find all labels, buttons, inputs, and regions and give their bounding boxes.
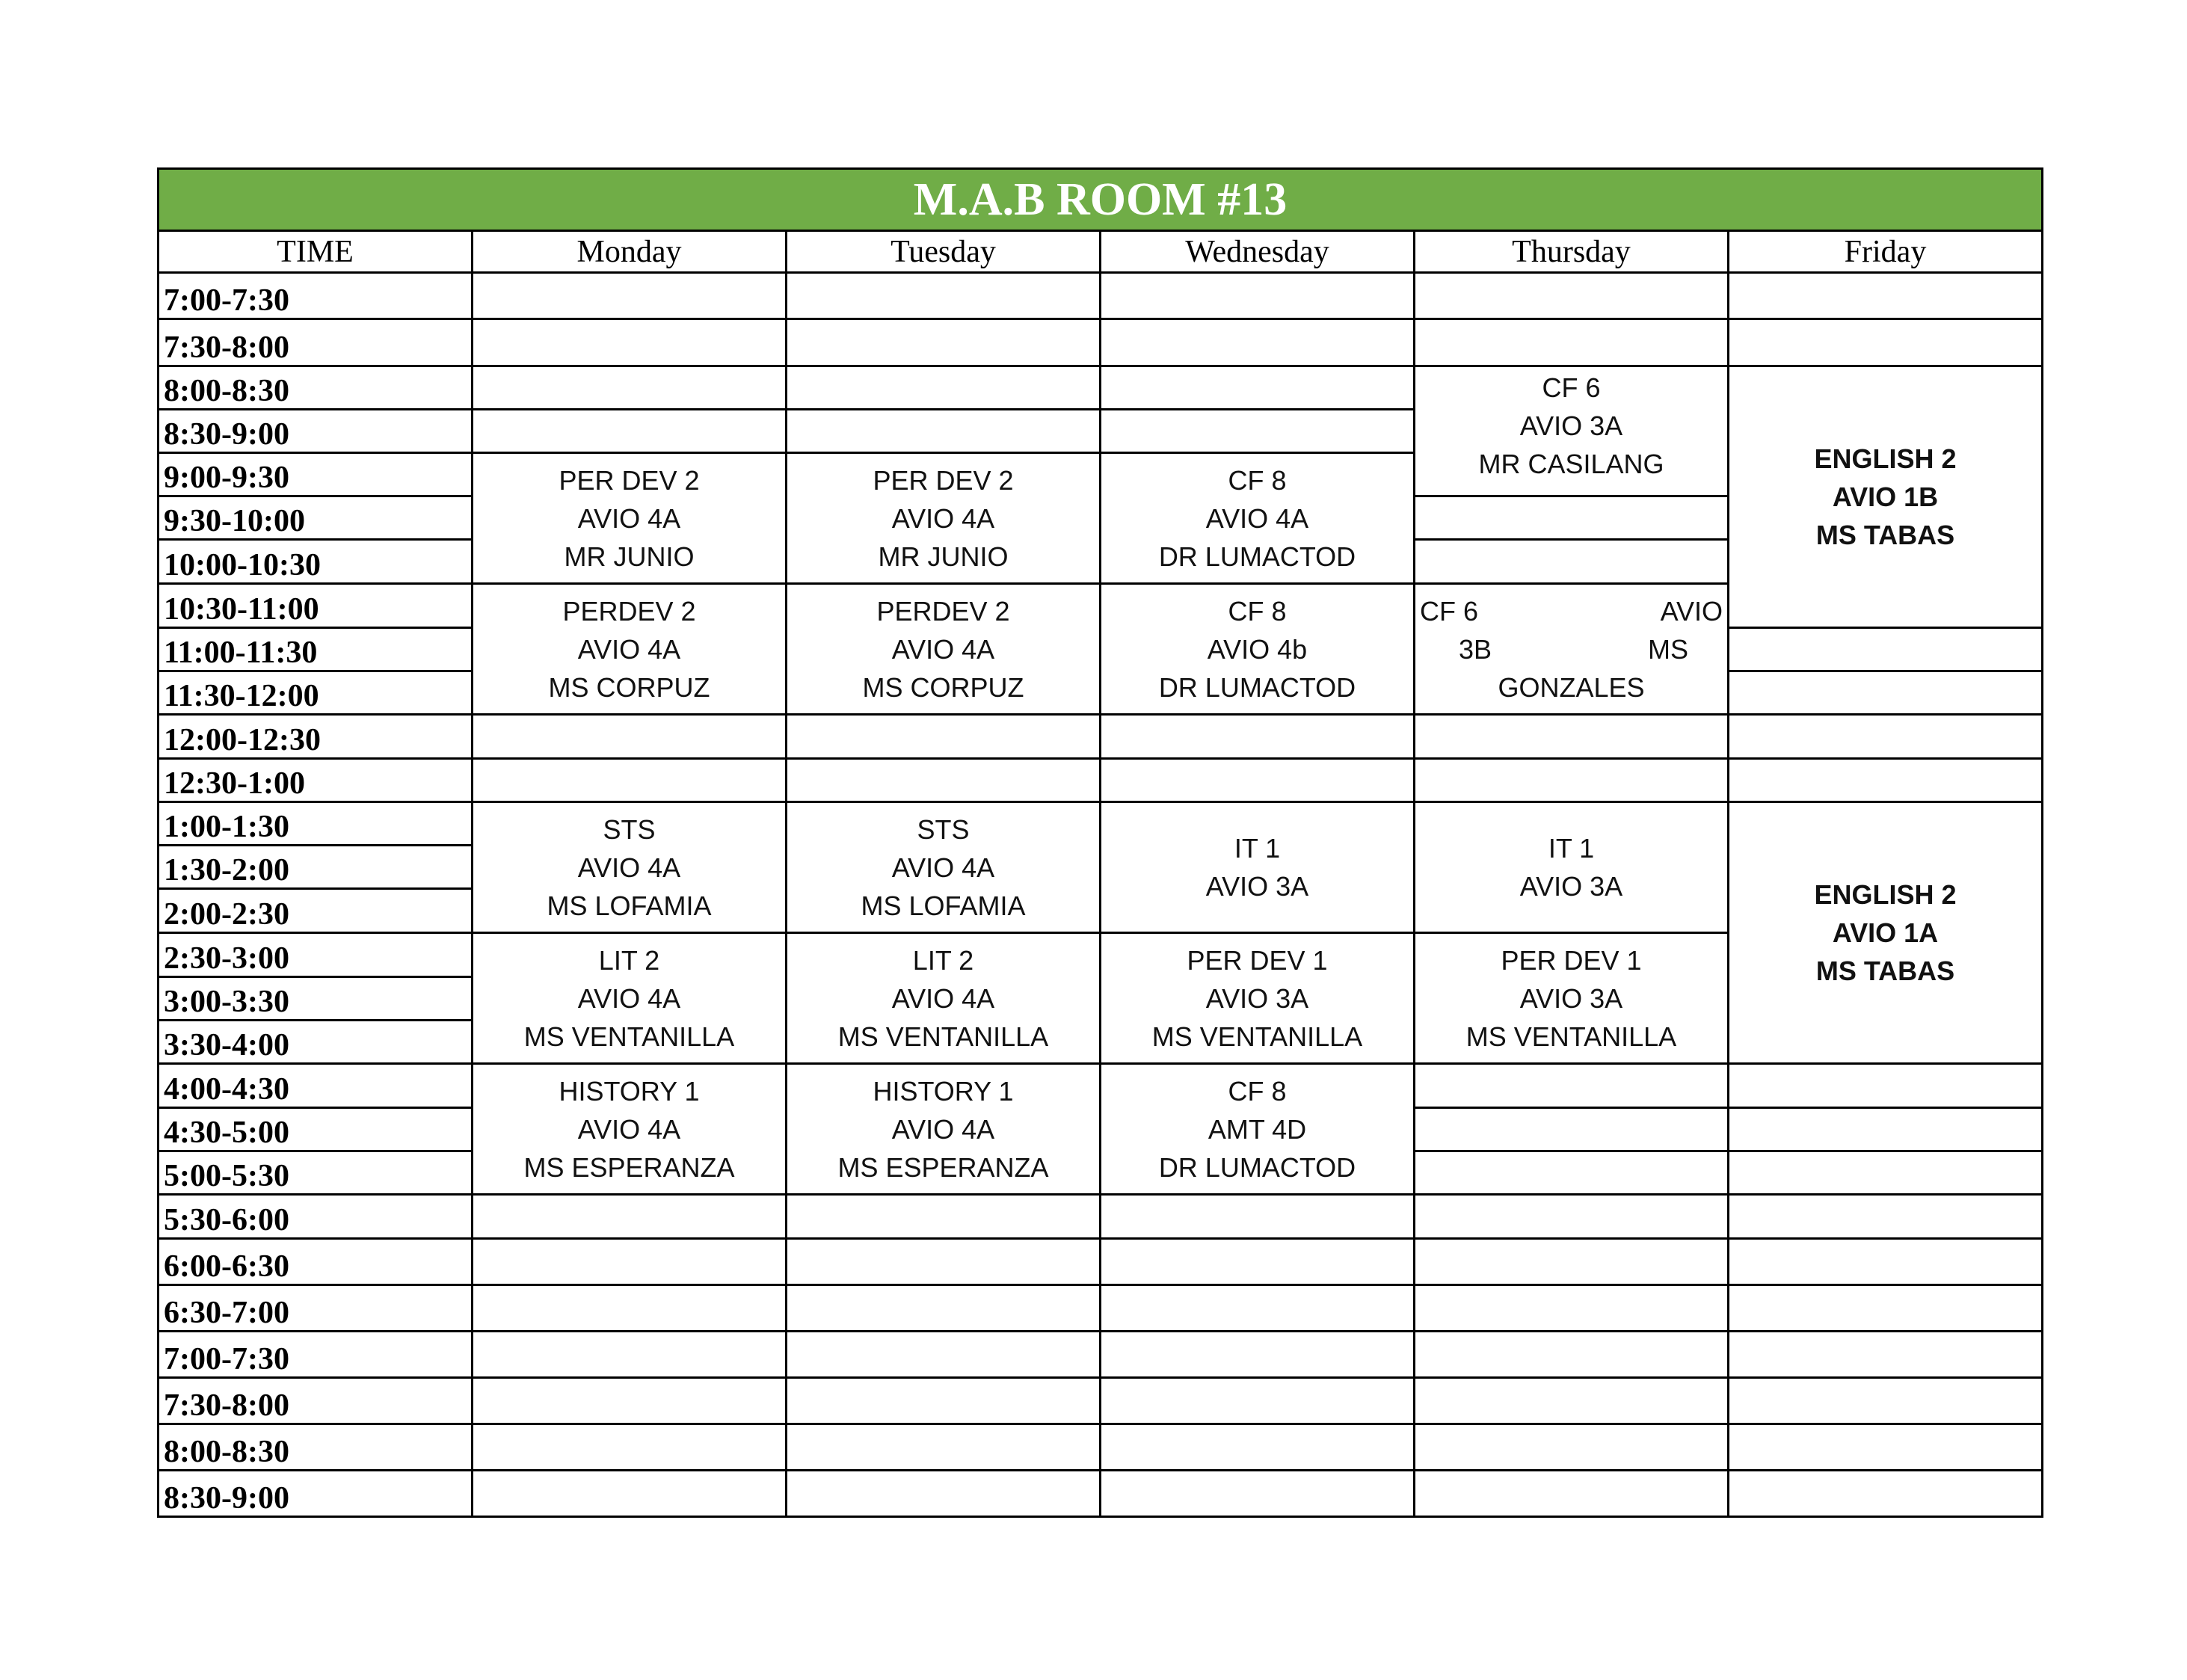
empty-slot	[473, 1424, 787, 1471]
class-text: CF 6	[1420, 595, 1479, 627]
class-instructor: MR JUNIO	[878, 541, 1009, 572]
empty-slot	[473, 1471, 787, 1517]
class-subject: CF 8	[1228, 464, 1287, 496]
class-instructor: MS VENTANILLA	[523, 1021, 735, 1052]
class-block-wednesday	[1101, 802, 1415, 933]
time-slot-label: 9:30-10:00	[159, 496, 473, 540]
class-block-tuesday	[787, 453, 1101, 584]
table-row	[159, 366, 2043, 410]
class-section: AVIO 3A	[1519, 871, 1623, 902]
time-slot-label: 6:30-7:00	[159, 1285, 473, 1332]
empty-slot	[1729, 1195, 2043, 1239]
time-slot-label: 6:00-6:30	[159, 1239, 473, 1285]
class-subject: PER DEV 2	[559, 464, 700, 496]
time-slot-label: 3:00-3:30	[159, 977, 473, 1021]
empty-slot	[473, 1332, 787, 1378]
class-subject: STS	[917, 813, 970, 845]
table-row	[159, 759, 2043, 802]
class-block-thursday	[1415, 933, 1729, 1064]
empty-slot	[1415, 1108, 1729, 1151]
table-row	[159, 1064, 2043, 1108]
class-block-thursday	[1415, 802, 1729, 933]
class-subject: PER DEV 1	[1187, 944, 1328, 976]
class-instructor: MS VENTANILLA	[1465, 1021, 1677, 1052]
class-subject: PER DEV 2	[873, 464, 1014, 496]
time-slot-label: 5:00-5:30	[159, 1151, 473, 1195]
empty-slot	[787, 1239, 1101, 1285]
class-block-friday	[1729, 366, 2043, 628]
time-slot-label: 8:30-9:00	[159, 410, 473, 453]
time-slot-label: 3:30-4:00	[159, 1021, 473, 1064]
empty-slot	[1101, 410, 1415, 453]
class-subject: HISTORY 1	[559, 1075, 700, 1107]
class-section: AVIO 4A	[577, 502, 681, 534]
empty-slot	[1415, 1378, 1729, 1424]
class-section: AVIO 4b	[1207, 633, 1308, 665]
class-section: AVIO 3A	[1205, 982, 1309, 1014]
empty-slot	[1415, 1064, 1729, 1108]
empty-slot	[1415, 1332, 1729, 1378]
class-subject: LIT 2	[598, 944, 660, 976]
class-subject: CF 6	[1542, 372, 1601, 403]
class-section: AVIO 1A	[1832, 917, 1939, 948]
empty-slot	[473, 1239, 787, 1285]
class-subject: PER DEV 1	[1501, 944, 1642, 976]
empty-slot	[1729, 1378, 2043, 1424]
class-text: MS	[1648, 633, 1688, 665]
class-section: AVIO 4A	[577, 852, 681, 883]
class-instructor: DR LUMACTOD	[1158, 1151, 1356, 1183]
time-slot-label: 7:00-7:30	[159, 1332, 473, 1378]
empty-slot	[1101, 1195, 1415, 1239]
class-block-tuesday	[787, 933, 1101, 1064]
time-slot-label: 1:00-1:30	[159, 802, 473, 846]
class-subject: PERDEV 2	[876, 595, 1010, 627]
class-instructor: MR CASILANG	[1478, 449, 1664, 479]
class-section: AVIO 4A	[891, 1113, 995, 1145]
time-slot-label: 8:00-8:30	[159, 366, 473, 410]
empty-slot	[1415, 496, 1729, 540]
empty-slot	[787, 410, 1101, 453]
empty-slot	[473, 366, 787, 410]
class-block-tuesday	[787, 802, 1101, 933]
class-block-tuesday	[787, 584, 1101, 715]
empty-slot	[787, 366, 1101, 410]
empty-slot	[1415, 273, 1729, 319]
class-instructor: MS LOFAMIA	[547, 890, 712, 921]
page-title: M.A.B ROOM #13	[159, 169, 2043, 231]
class-section: AVIO 4A	[577, 633, 681, 665]
table-row	[159, 802, 2043, 846]
empty-slot	[473, 1285, 787, 1332]
class-subject: IT 1	[1234, 833, 1281, 864]
class-section: AVIO 4A	[1205, 502, 1309, 534]
empty-slot	[1729, 1064, 2043, 1108]
empty-slot	[1101, 1471, 1415, 1517]
class-block-wednesday	[1101, 1064, 1415, 1195]
class-instructor: MS VENTANILLA	[1151, 1021, 1363, 1052]
class-subject: LIT 2	[912, 944, 974, 976]
time-slot-label: 8:30-9:00	[159, 1471, 473, 1517]
empty-slot	[1415, 715, 1729, 759]
class-subject: STS	[603, 813, 656, 845]
empty-slot	[1729, 628, 2043, 671]
class-block-friday	[1729, 802, 2043, 1064]
class-instructor: MS ESPERANZA	[837, 1151, 1049, 1183]
class-block-monday	[473, 584, 787, 715]
class-section: AVIO 4A	[891, 852, 995, 883]
class-instructor: MS CORPUZ	[862, 671, 1024, 703]
class-section: AVIO 4A	[891, 982, 995, 1014]
table-row	[159, 1424, 2043, 1471]
empty-slot	[1729, 1108, 2043, 1151]
empty-slot	[473, 715, 787, 759]
empty-slot	[1415, 1471, 1729, 1517]
empty-slot	[787, 759, 1101, 802]
class-text: GONZALES	[1498, 671, 1645, 703]
class-instructor: MS ESPERANZA	[523, 1151, 735, 1183]
time-slot-label: 1:30-2:00	[159, 846, 473, 889]
time-slot-label: 4:00-4:30	[159, 1064, 473, 1108]
time-slot-label: 8:00-8:30	[159, 1424, 473, 1471]
table-row	[159, 715, 2043, 759]
time-slot-label: 12:30-1:00	[159, 759, 473, 802]
header-monday: Monday	[473, 231, 787, 273]
empty-slot	[787, 1471, 1101, 1517]
table-row	[159, 273, 2043, 319]
empty-slot	[787, 1332, 1101, 1378]
empty-slot	[473, 410, 787, 453]
empty-slot	[1729, 1424, 2043, 1471]
empty-slot	[1415, 1151, 1729, 1195]
time-slot-label: 7:30-8:00	[159, 319, 473, 366]
empty-slot	[1101, 319, 1415, 366]
empty-slot	[1729, 1332, 2043, 1378]
class-subject: ENGLISH 2	[1814, 443, 1957, 474]
empty-slot	[1729, 1285, 2043, 1332]
class-instructor: DR LUMACTOD	[1158, 671, 1356, 703]
empty-slot	[1729, 759, 2043, 802]
empty-slot	[1415, 540, 1729, 584]
time-slot-label: 9:00-9:30	[159, 453, 473, 496]
empty-slot	[1101, 366, 1415, 410]
class-subject: IT 1	[1548, 833, 1595, 864]
table-row	[159, 319, 2043, 366]
table-row	[159, 1471, 2043, 1517]
class-instructor: MS TABAS	[1815, 520, 1955, 550]
header-wednesday: Wednesday	[1101, 231, 1415, 273]
class-block-monday	[473, 933, 787, 1064]
empty-slot	[473, 273, 787, 319]
class-section: AVIO 4A	[891, 502, 995, 534]
empty-slot	[787, 1285, 1101, 1332]
table-row	[159, 1195, 2043, 1239]
empty-slot	[473, 1378, 787, 1424]
time-slot-label: 11:30-12:00	[159, 671, 473, 715]
table-row	[159, 1332, 2043, 1378]
empty-slot	[787, 1378, 1101, 1424]
empty-slot	[1415, 1285, 1729, 1332]
class-block-tuesday	[787, 1064, 1101, 1195]
empty-slot	[1729, 1239, 2043, 1285]
class-section: AMT 4D	[1208, 1113, 1307, 1145]
empty-slot	[787, 715, 1101, 759]
class-text: AVIO	[1660, 595, 1723, 627]
class-instructor: MS TABAS	[1815, 956, 1955, 986]
class-subject: HISTORY 1	[873, 1075, 1014, 1107]
class-section: AVIO 1B	[1832, 481, 1939, 512]
time-slot-label: 2:00-2:30	[159, 889, 473, 933]
table-row	[159, 1285, 2043, 1332]
class-block-monday	[473, 802, 787, 933]
time-slot-label: 12:00-12:30	[159, 715, 473, 759]
class-text: 3B	[1459, 633, 1492, 665]
class-section: AVIO 3A	[1205, 871, 1309, 902]
empty-slot	[1101, 1378, 1415, 1424]
class-block-wednesday	[1101, 933, 1415, 1064]
class-instructor: DR LUMACTOD	[1158, 541, 1356, 572]
empty-slot	[1729, 715, 2043, 759]
empty-slot	[1415, 1424, 1729, 1471]
table-row	[159, 1239, 2043, 1285]
class-instructor: MR JUNIO	[564, 541, 695, 572]
empty-slot	[787, 273, 1101, 319]
time-slot-label: 4:30-5:00	[159, 1108, 473, 1151]
time-slot-label: 10:30-11:00	[159, 584, 473, 628]
class-instructor: MS CORPUZ	[548, 671, 710, 703]
time-slot-label: 7:30-8:00	[159, 1378, 473, 1424]
empty-slot	[1729, 273, 2043, 319]
class-instructor: MS VENTANILLA	[837, 1021, 1049, 1052]
empty-slot	[787, 1424, 1101, 1471]
empty-slot	[1729, 671, 2043, 715]
empty-slot	[787, 1195, 1101, 1239]
empty-slot	[1101, 759, 1415, 802]
empty-slot	[1415, 319, 1729, 366]
time-slot-label: 7:00-7:30	[159, 273, 473, 319]
class-block-wednesday	[1101, 453, 1415, 584]
empty-slot	[1101, 715, 1415, 759]
empty-slot	[1101, 273, 1415, 319]
empty-slot	[787, 319, 1101, 366]
empty-slot	[1415, 1195, 1729, 1239]
empty-slot	[1101, 1424, 1415, 1471]
class-section: AVIO 4A	[577, 1113, 681, 1145]
empty-slot	[473, 1195, 787, 1239]
class-block-monday	[473, 1064, 787, 1195]
empty-slot	[473, 759, 787, 802]
header-tuesday: Tuesday	[787, 231, 1101, 273]
class-block-monday	[473, 453, 787, 584]
class-subject: PERDEV 2	[562, 595, 696, 627]
class-subject: CF 8	[1228, 595, 1287, 627]
class-block-wednesday	[1101, 584, 1415, 715]
time-slot-label: 5:30-6:00	[159, 1195, 473, 1239]
time-slot-label: 2:30-3:00	[159, 933, 473, 977]
class-subject: ENGLISH 2	[1814, 879, 1957, 910]
empty-slot	[1101, 1332, 1415, 1378]
empty-slot	[1101, 1239, 1415, 1285]
class-block-thursday	[1415, 584, 1729, 715]
class-block-thursday	[1415, 366, 1729, 496]
empty-slot	[1415, 1239, 1729, 1285]
empty-slot	[473, 319, 787, 366]
class-section: AVIO 4A	[891, 633, 995, 665]
empty-slot	[1101, 1285, 1415, 1332]
empty-slot	[1415, 759, 1729, 802]
class-instructor: MS LOFAMIA	[861, 890, 1026, 921]
empty-slot	[1729, 1471, 2043, 1517]
table-row	[159, 1378, 2043, 1424]
class-section: AVIO 3A	[1519, 982, 1623, 1014]
header-friday: Friday	[1729, 231, 2043, 273]
time-slot-label: 11:00-11:30	[159, 628, 473, 671]
empty-slot	[1729, 1151, 2043, 1195]
empty-slot	[1729, 319, 2043, 366]
schedule-table	[157, 167, 2043, 1518]
class-section: AVIO 3A	[1519, 410, 1623, 441]
time-slot-label: 10:00-10:30	[159, 540, 473, 584]
header-time: TIME	[159, 231, 473, 273]
header-thursday: Thursday	[1415, 231, 1729, 273]
class-section: AVIO 4A	[577, 982, 681, 1014]
class-subject: CF 8	[1228, 1075, 1287, 1107]
